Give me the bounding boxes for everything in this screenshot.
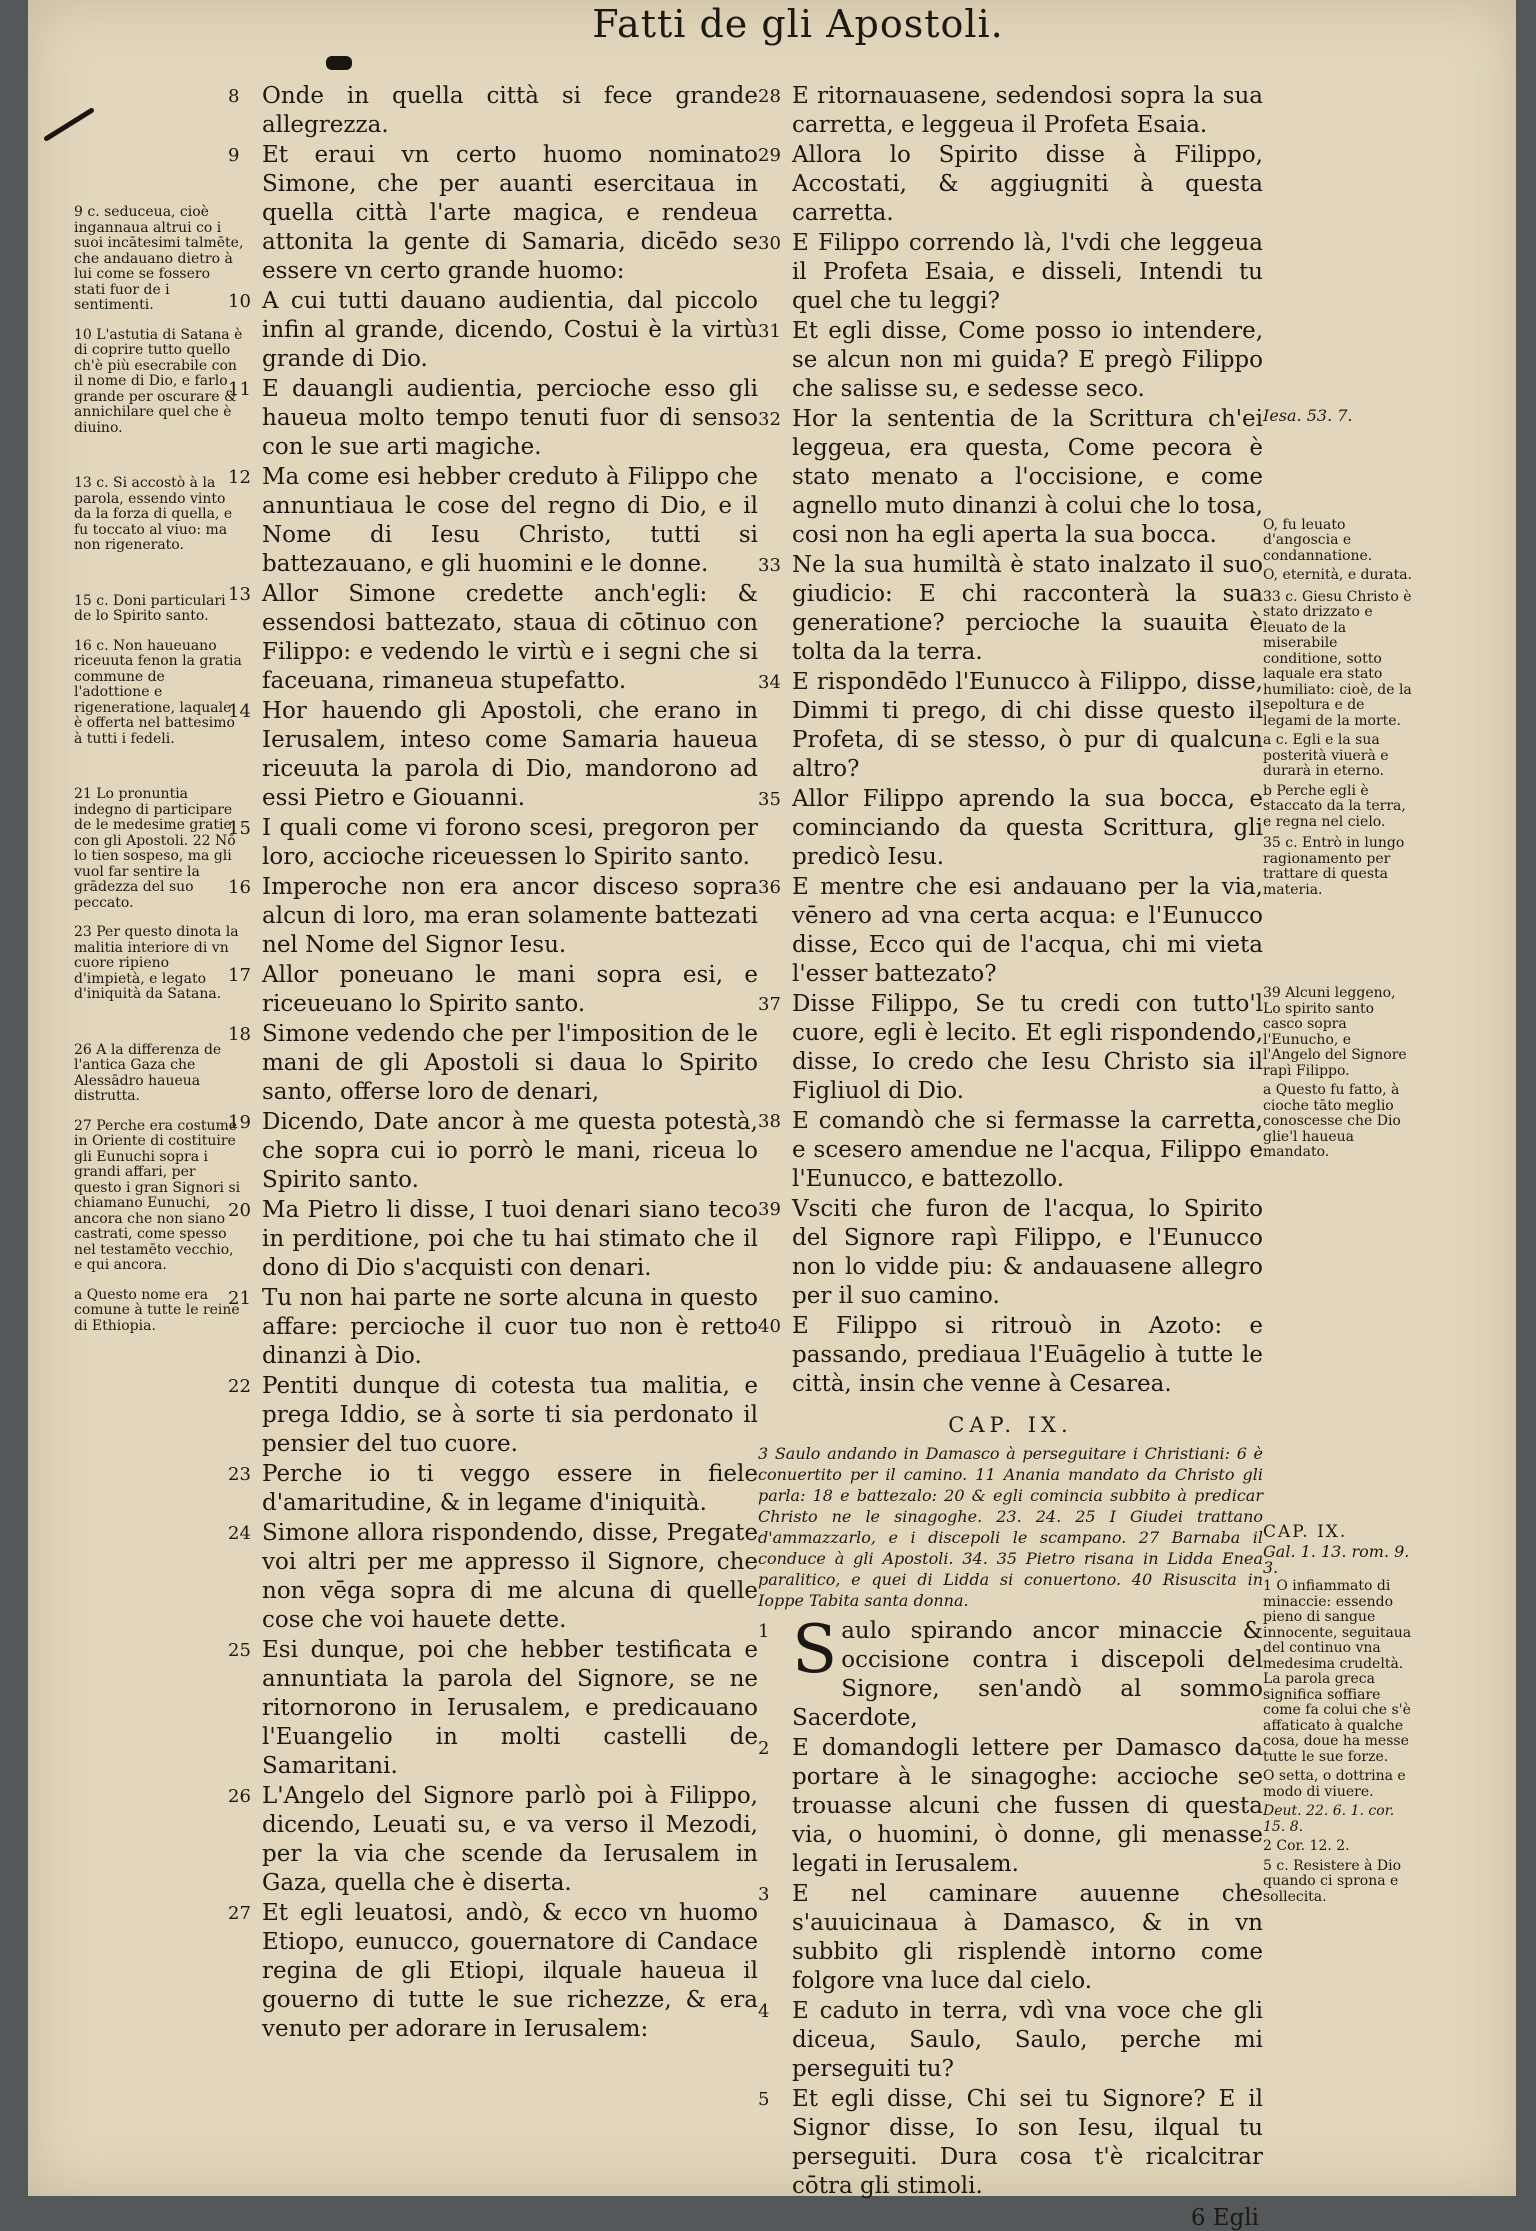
verse — [758, 1997, 1263, 2084]
right-margin-notes — [1263, 408, 1413, 1175]
verse — [758, 1312, 1263, 1399]
verse-number: 22 — [228, 1376, 251, 1397]
verse — [758, 668, 1263, 784]
verse-text: Allor Filippo aprendo la sua bocca, e cominciando da questa Scrittura, gli predicò Iesu. — [792, 786, 1263, 870]
verse — [758, 317, 1263, 404]
verse-text: Ma come esi hebber creduto à Filippo che annuntiaua le cose del regno di Dio, e il Nome di Iesu Christo, tutti si battezauano, e gli huomini e le donne. — [262, 464, 758, 577]
verse-number: 20 — [228, 1200, 251, 1221]
margin-note: Deut. 22. 6. 1. cor. 15. 8. — [1263, 1803, 1395, 1835]
verse — [758, 141, 1263, 228]
drop-cap: S — [792, 1611, 838, 1688]
verse-text: E comandò che si fermasse la carretta, e scesero amendue ne l'acqua, Filippo e l'Eunucco, e battezollo. — [792, 1108, 1263, 1192]
verse — [228, 1020, 758, 1107]
verse-text: Simone allora rispondendo, disse, Pregate voi altri per me appresso il Signore, che non vēga sopra di me alcuna di quelle cose che voi hauete dette. — [262, 1520, 758, 1633]
left-margin-notes — [74, 205, 244, 1348]
margin-note: 16 c. Non haueuano riceuuta fenon la gratia commune de l'adottione e rigeneratione, laquale è offerta nel battesimo à tutti i fedeli. — [74, 637, 242, 747]
verse-text: Allor Simone credette anch'egli: & essendosi battezato, staua di cōtinuo con Filippo: e vedendo le virtù e i segni che si faceuana, rimaneua stupefatto. — [262, 581, 758, 694]
verse-number: 25 — [228, 1640, 251, 1661]
verse — [758, 1611, 1263, 1733]
right-margin-notes-chapter — [1263, 1522, 1413, 1919]
verse-number: 32 — [758, 409, 781, 430]
chapter-summary: 3 Saulo andando in Damasco à perseguitare i Christiani: 6 è conuertito per il camino. 11 Anania mandato da Christo gli parla: 18 e battezalo: 20 & egli comincia subbito à predicar Christo ne le sinagoghe. 23. 24. 25 I Giudei trattano d'ammazzarlo, e i discepoli le scampano. 27 Barnaba il conduce à gli Apostoli. 34. 35 Pietro risana in Lidda Enea paralitico, e quei di Lidda si conuertono. 40 Risuscita in Ioppe Tabita santa donna. — [758, 1444, 1263, 1610]
verse-number: 16 — [228, 877, 251, 898]
verse — [228, 1519, 758, 1635]
verse-text: Imperoche non era ancor disceso sopra alcun di loro, ma eran solamente battezati nel Nome del Signor Iesu. — [262, 874, 758, 958]
margin-note: 1 O infiammato di minaccie: essendo pieno di sangue innocente, seguitaua del continuo vna medesima crudeltà. La parola greca significa soffiare come fa colui che s'è affaticato à qualche cosa, doue ha messe tutte le sue forze. — [1263, 1578, 1412, 1765]
verse — [228, 375, 758, 462]
verse-number: 27 — [228, 1903, 251, 1924]
verse-text: E domandogli lettere per Damasco da portare à le sinagoghe: accioche se trouasse alcuni che fussen di questa via, o huomini, ò donne, gli menasse legati in Ierusalem. — [792, 1735, 1263, 1877]
margin-note: 15 c. Doni particulari de lo Spirito santo. — [74, 592, 226, 624]
verse-number: 39 — [758, 1199, 781, 1220]
verse — [758, 82, 1263, 140]
verse — [228, 1284, 758, 1371]
verse — [758, 785, 1263, 872]
verse-number: 30 — [758, 233, 781, 254]
margin-note: 23 Per questo dinota la malitia interiore di vn cuore ripieno d'impietà, e legato d'iniquità da Satana. — [74, 924, 239, 1002]
ink-dash-mark — [326, 56, 352, 70]
verse-number: 1 — [758, 1621, 770, 1642]
margin-note: O, fu leuato d'angoscia e condannatione. — [1263, 516, 1373, 564]
verse-text: Ne la sua humiltà è stato inalzato il suo giudicio: E chi racconterà la sua generatione? percioche la suauita è tolta da la terra. — [792, 552, 1263, 665]
verse-number: 12 — [228, 467, 251, 488]
verse-text: E mentre che esi andauano per la via, vēnero ad vna certa acqua: e l'Eunucco disse, Ecco qui de l'acqua, chi mi vieta l'esser battezato? — [792, 874, 1263, 987]
verse — [228, 1196, 758, 1283]
margin-note: 13 c. Si accostò à la parola, essendo vinto da la forza di quella, e fu toccato al viuo: ma non rigenerato. — [74, 475, 233, 553]
verse-text: Esi dunque, poi che hebber testificata e annuntiata la parola del Signore, se ne ritornorono in Ierusalem, e predicauano l'Euangelio in molti castelli de Samaritani. — [262, 1637, 758, 1779]
verse-number: 11 — [228, 379, 251, 400]
verse-text: Hor hauendo gli Apostoli, che erano in Ierusalem, inteso come Samaria haueua riceuuta la parola di Dio, mandorono ad essi Pietro e Giouanni. — [262, 698, 758, 811]
verse-number: 24 — [228, 1523, 251, 1544]
verse-number: 14 — [228, 701, 251, 722]
verse — [228, 873, 758, 960]
manuscript-page — [28, 0, 1516, 2231]
verse — [228, 463, 758, 579]
verse-number: 35 — [758, 789, 781, 810]
verse-number: 33 — [758, 555, 781, 576]
margin-reference: Gal. 1. 13. rom. 9. 3. — [1263, 1542, 1410, 1577]
verse-text: Hor la sententia de la Scrittura ch'ei leggeua, era questa, Come pecora è stato menato a l'occisione, e come agnello muto dinanzi à colui che lo tosa, cosi non ha egli aperta la sua bocca. — [792, 406, 1263, 548]
verse — [228, 1899, 758, 2044]
verse — [228, 1108, 758, 1195]
verse-text: E Filippo correndo là, l'vdi che leggeua il Profeta Esaia, e disseli, Intendi tu quel che tu leggi? — [792, 230, 1263, 314]
margin-note: a Questo nome era comune à tutte le reine di Ethiopia. — [74, 1286, 240, 1334]
verse-number: 28 — [758, 86, 781, 107]
verse — [228, 287, 758, 374]
verse-text: Et egli disse, Chi sei tu Signore? E il Signor disse, Io son Iesu, ilqual tu perseguiti. Dura cosa t'è ricalcitrar cōtra gli stimoli. — [792, 2086, 1263, 2199]
chapter-heading: CAP. IX. — [948, 1413, 1073, 1437]
verse-number: 3 — [758, 1884, 770, 1905]
verse-text: Ma Pietro li disse, I tuoi denari siano teco in perditione, poi che tu hai stimato che il dono di Dio s'acquisti con denari. — [262, 1197, 758, 1281]
verse-text: A cui tutti dauano audientia, dal piccolo infin al grande, dicendo, Costui è la virtù grande di Dio. — [262, 288, 758, 372]
verse-text: I quali come vi forono scesi, pregoron per loro, accioche riceuessen lo Spirito santo. — [262, 815, 758, 870]
verse-text: E rispondēdo l'Eunucco à Filippo, disse, Dimmi ti prego, di chi disse questo il Profeta, di se stesso, ò pur di qualcun altro? — [792, 669, 1263, 782]
verse — [228, 141, 758, 286]
verse-text: Allora lo Spirito disse à Filippo, Accostati, & aggiugniti à questa carretta. — [792, 142, 1263, 226]
verse — [228, 814, 758, 872]
margin-note: 2 Cor. 12. 2. — [1263, 1838, 1350, 1854]
verse — [228, 1782, 758, 1898]
verse-text: Perche io ti veggo essere in fiele d'amaritudine, & in legame d'iniquità. — [262, 1461, 758, 1516]
verse-number: 10 — [228, 291, 251, 312]
verse-number: 26 — [228, 1786, 251, 1807]
verse-number: 5 — [758, 2089, 770, 2110]
verse-number: 38 — [758, 1111, 781, 1132]
verse-number: 34 — [758, 672, 781, 693]
verse-text: Dicendo, Date ancor à me questa potestà, che sopra cui io porrò le mani, riceua lo Spirito santo. — [262, 1109, 758, 1193]
right-verses — [758, 82, 1263, 1399]
verse — [758, 405, 1263, 550]
margin-note: 39 Alcuni leggeno, Lo spirito santo casco sopra l'Eunucho, e l'Angelo del Signore rapì Filippo. — [1263, 985, 1407, 1079]
margin-note: 21 Lo pronuntia indegno di participare de le medesime gratie con gli Apostoli. 22 Nō lo tien sospeso, ma gli vuol far sentire la grādezza del suo peccato. — [74, 786, 236, 911]
verse-text: aulo spirando ancor minaccie & occisione contra i discepoli del Signore, sen'andò al sommo Sacerdote, — [792, 1618, 1263, 1731]
verse-text: Et eraui vn certo huomo nominato Simone, che per auanti esercitaua in quella città l'arte magica, e rendeua attonita la gente di Samaria, dicēdo se essere vn certo grande huomo: — [262, 142, 758, 284]
verse-number: 19 — [228, 1112, 251, 1133]
verse-number: 4 — [758, 2001, 770, 2022]
page-title: Fatti de gli Apostoli. — [592, 2, 1004, 46]
margin-note: a c. Egli e la sua posterità viuerà e durarà in eterno. — [1263, 732, 1389, 779]
margin-chapter-heading: CAP. IX. — [1263, 1522, 1348, 1542]
verse-number: 36 — [758, 877, 781, 898]
verse-text: Et egli leuatosi, andò, & ecco vn huomo Etiopo, eunucco, gouernatore di Candace regina de gli Etiopi, ilquale haueua il gouerno di tutte le sue richezze, & era venuto per adorare in Ierusalem: — [262, 1900, 758, 2042]
verse-text: E dauangli audientia, percioche esso gli haueua molto tempo tenuti fuor di senso con le sue arti magiche. — [262, 376, 758, 460]
verse — [228, 1460, 758, 1518]
verse — [758, 1734, 1263, 1879]
verse-number: 15 — [228, 818, 251, 839]
verse-number: 21 — [228, 1288, 251, 1309]
verse — [758, 1107, 1263, 1194]
verse-text: Onde in quella città si fece grande allegrezza. — [262, 83, 758, 138]
margin-note: b Perche egli è staccato da la terra, e regna nel cielo. — [1263, 782, 1406, 830]
verse-text: E Filippo si ritrouò in Azoto: e passando, prediaua l'Euāgelio à tutte le città, insin che venne à Cesarea. — [792, 1313, 1263, 1397]
verse — [758, 551, 1263, 667]
margin-note: O setta, o dottrina e modo di viuere. — [1263, 1768, 1406, 1800]
ink-slash-mark — [43, 107, 95, 142]
margin-note: 9 c. seduceua, cioè ingannaua altrui co i suoi incātesimi talmēte, che andauano dietro à lui come se fossero stati fuor de i sentimenti. — [74, 204, 244, 313]
margin-note: 27 Perche era costume in Oriente di costituire gli Eunuchi sopra i grandi affari, per questo i gran Signori si chiamano Eunuchi, ancora che non siano castrati, come spesso nel testamēto vecchio, e qui ancora. — [74, 1117, 241, 1273]
verse — [228, 1372, 758, 1459]
margin-note: 10 L'astutia di Satana è di coprire tutto quello ch'è più esecrabile con il nome di Dio, e farlo grande per oscurare & annichilare quel che è diuino. — [74, 326, 243, 436]
verse-number: 9 — [228, 145, 240, 166]
verse-number: 37 — [758, 994, 781, 1015]
main-text-left-column — [228, 82, 758, 2045]
verse — [758, 990, 1263, 1106]
verse-text: Allor poneuano le mani sopra esi, e riceueuano lo Spirito santo. — [262, 962, 758, 1017]
verse-number: 31 — [758, 321, 781, 342]
verse — [758, 1195, 1263, 1311]
verse — [228, 580, 758, 696]
verse-number: 13 — [228, 584, 251, 605]
verse-text: Disse Filippo, Se tu credi con tutto'l cuore, egli è lecito. Et egli rispondendo, disse, Io credo che Iesu Christo sia il Figliuol di Dio. — [792, 991, 1263, 1104]
main-text-right-column — [758, 82, 1263, 2231]
verse — [758, 1880, 1263, 1996]
verse-number: 23 — [228, 1464, 251, 1485]
verse — [228, 82, 758, 140]
verse — [228, 961, 758, 1019]
verse-number: 2 — [758, 1738, 770, 1759]
verse — [758, 873, 1263, 989]
verse-text: Simone vedendo che per l'imposition de le mani de gli Apostoli si daua lo Spirito santo, offerse loro de denari, — [262, 1021, 758, 1105]
verse — [228, 697, 758, 813]
verse-number: 18 — [228, 1024, 251, 1045]
verse — [758, 2085, 1263, 2201]
verse-text: Vsciti che furon de l'acqua, lo Spirito del Signore rapì Filippo, e l'Eunucco non lo vidde piu: & andauasene allegro per il suo camino. — [792, 1196, 1263, 1309]
verse-text: L'Angelo del Signore parlò poi à Filippo, dicendo, Leuati su, e va verso il Mezodi, per la via che scende da Ierusalem in Gaza, quella che è diserta. — [262, 1783, 758, 1896]
verse — [228, 1636, 758, 1781]
margin-note: 26 A la differenza de l'antica Gaza che Alessādro haueua distrutta. — [74, 1041, 222, 1104]
margin-note: a Questo fu fatto, à cioche tāto meglio conoscesse che Dio glie'l haueua mandato. — [1263, 1082, 1401, 1160]
verse-number: 8 — [228, 86, 240, 107]
margin-note: 35 c. Entrò in lungo ragionamento per trattare di questa materia. — [1263, 835, 1405, 898]
verse-text: E caduto in terra, vdì vna voce che gli diceua, Saulo, Saulo, perche mi perseguiti tu? — [792, 1998, 1263, 2082]
verse-number: 40 — [758, 1316, 781, 1337]
verse-text: Et egli disse, Come posso io intendere, se alcun non mi guida? E pregò Filippo che salisse su, e sedesse seco. — [792, 318, 1263, 402]
margin-note: O, eternità, e durata. — [1263, 567, 1412, 583]
margin-note: 5 c. Resistere à Dio quando ci sprona e sollecita. — [1263, 1857, 1402, 1905]
verse-number: 17 — [228, 965, 251, 986]
verse-number: 29 — [758, 145, 781, 166]
margin-note: 33 c. Giesu Christo è stato drizzato e leuato de la miserabile conditione, sotto laquale era stato humiliato: cioè, de la sepoltura e de legami de la morte. — [1263, 588, 1412, 729]
chapter-verses — [758, 1611, 1263, 2201]
verse — [758, 229, 1263, 316]
verse-text: Pentiti dunque di cotesta tua malitia, e prega Iddio, se à sorte ti sia perdonato il pensier del tuo cuore. — [262, 1373, 758, 1457]
catchword: 6 Egli — [1190, 2205, 1259, 2231]
verse-text: E nel caminare auuenne che s'auuicinaua à Damasco, & in vn subbito gli risplendè intorno come folgore vna luce dal cielo. — [792, 1881, 1263, 1994]
verse-text: E ritornauasene, sedendosi sopra la sua carretta, e leggeua il Profeta Esaia. — [792, 83, 1263, 138]
margin-note: Iesa. 53. 7. — [1263, 406, 1353, 425]
verse-text: Tu non hai parte ne sorte alcuna in questo affare: percioche il cuor tuo non è retto dinanzi à Dio. — [262, 1285, 758, 1369]
